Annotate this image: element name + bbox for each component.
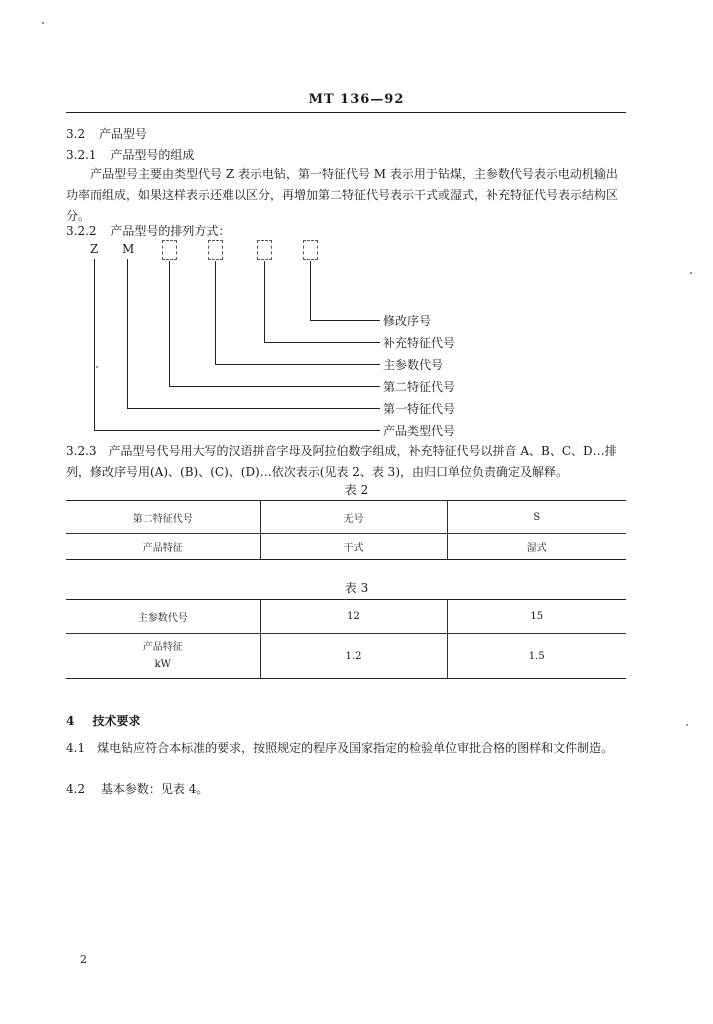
table-3 (66, 599, 626, 679)
scan-speck (96, 366, 98, 368)
section-3-2-1-paragraph (66, 164, 626, 227)
table-3-row (66, 600, 626, 634)
scan-speck (686, 724, 688, 726)
leader-horizontal-revision (310, 320, 380, 321)
placeholder-box-main-parameter (208, 240, 223, 260)
table-2-cell: 产品特征 (66, 534, 260, 560)
section-3-2-2-heading (66, 222, 230, 239)
placeholder-box-revision (303, 240, 318, 260)
table-3-cell: 15 (447, 600, 626, 634)
diagram-label-product-type: 产品类型代号 (383, 424, 456, 438)
table-2-caption: 表 2 (344, 483, 369, 497)
section-4-2-number: 4.2 (66, 782, 86, 796)
leader-vertical-product-type (94, 259, 95, 431)
scan-speck (690, 272, 692, 274)
leader-horizontal-supplementary (264, 342, 380, 343)
table-2-row (66, 534, 626, 560)
placeholder-box-second-feature (162, 240, 177, 260)
leader-vertical-first-feature (127, 259, 128, 409)
section-4-heading (66, 712, 141, 729)
leader-vertical-supplementary (264, 261, 265, 343)
diagram-label-first-feature: 第一特征代号 (383, 402, 456, 416)
diagram-label-main-parameter: 主参数代号 (383, 358, 444, 372)
section-4-title: 技术要求 (92, 714, 141, 728)
leader-vertical-second-feature (169, 261, 170, 387)
section-3-2-3-number: 3.2.3 (66, 444, 97, 458)
table-2-cell: 无号 (260, 501, 447, 534)
placeholder-box-supplementary (257, 240, 272, 260)
table-2-row (66, 501, 626, 534)
section-4-1-body: 煤电钻应符合本标准的要求，按照规定的程序及国家指定的检验单位审批合格的图样和文件制造。 (97, 741, 614, 755)
diagram-label-revision-number: 修改序号 (383, 314, 432, 328)
leader-horizontal-first-feature (127, 408, 380, 409)
section-3-2-2-number: 3.2.2 (66, 224, 97, 238)
section-3-2-1-heading (66, 146, 194, 163)
section-3-2-3-paragraph (66, 441, 626, 483)
table-3-caption: 表 3 (344, 581, 369, 595)
leader-vertical-main-parameter (215, 261, 216, 365)
section-3-2-title: 产品型号 (98, 127, 147, 141)
page-number: 2 (80, 953, 87, 966)
table-3-cell: 主参数代号 (66, 600, 260, 634)
table-2 (66, 500, 626, 560)
page-header-title: MT 136—92 (308, 92, 405, 107)
section-4-1-number: 4.1 (66, 741, 86, 755)
table-2-cell: 第二特征代号 (66, 501, 260, 534)
table-3-cell: 12 (260, 600, 447, 634)
section-4-2-line (66, 780, 208, 797)
section-3-2-1-number: 3.2.1 (66, 148, 97, 162)
section-4-1-paragraph (66, 738, 626, 759)
section-3-2-1-title: 产品型号的组成 (110, 148, 195, 162)
table-2-cell: 干式 (260, 534, 447, 560)
table-3-cell: 1.2 (260, 634, 447, 679)
section-3-2-heading (66, 125, 147, 142)
table-3-row (66, 634, 626, 679)
table-3-feature-label: 产品特征 (142, 642, 183, 653)
section-3-2-number: 3.2 (66, 127, 86, 141)
section-3-2-3-body: 产品型号代号用大写的汉语拼音字母及阿拉伯数字组成，补充特征代号以拼音 A、B、C、D…排列，修改序号用(A)、(B)、(C)、(D)…依次表示(见表 2、表 3)，由归口单位负责确定及解释。 (66, 444, 617, 479)
leader-horizontal-main-parameter (215, 364, 380, 365)
diagram-label-second-feature: 第二特征代号 (383, 380, 456, 394)
table-3-cell: 1.5 (447, 634, 626, 679)
section-4-number: 4 (66, 714, 75, 728)
table-2-cell: S (447, 501, 626, 534)
leader-horizontal-product-type (94, 430, 380, 431)
diagram-letter-z: Z (90, 242, 99, 256)
table-3-unit-label: kW (154, 659, 171, 670)
table-2-cell: 湿式 (447, 534, 626, 560)
section-4-2-body: 基本参数：见表 4。 (100, 782, 209, 796)
section-3-2-2-title: 产品型号的排列方式： (110, 224, 231, 238)
scan-speck (42, 22, 44, 24)
leader-horizontal-second-feature (169, 386, 380, 387)
table-3-cell (66, 634, 260, 679)
section-3-2-1-body: 产品型号主要由类型代号 Z 表示电钻，第一特征代号 M 表示用于钻煤，主参数代号表示电动机输出功率而组成，如果这样表示还难以区分，再增加第二特征代号表示干式或湿式，补充特征代号表示结构区分。 (66, 167, 619, 223)
header-rule (66, 112, 626, 113)
leader-vertical-revision (310, 261, 311, 321)
diagram-label-supplementary-feature: 补充特征代号 (383, 336, 456, 350)
diagram-letter-m: M (122, 242, 135, 256)
